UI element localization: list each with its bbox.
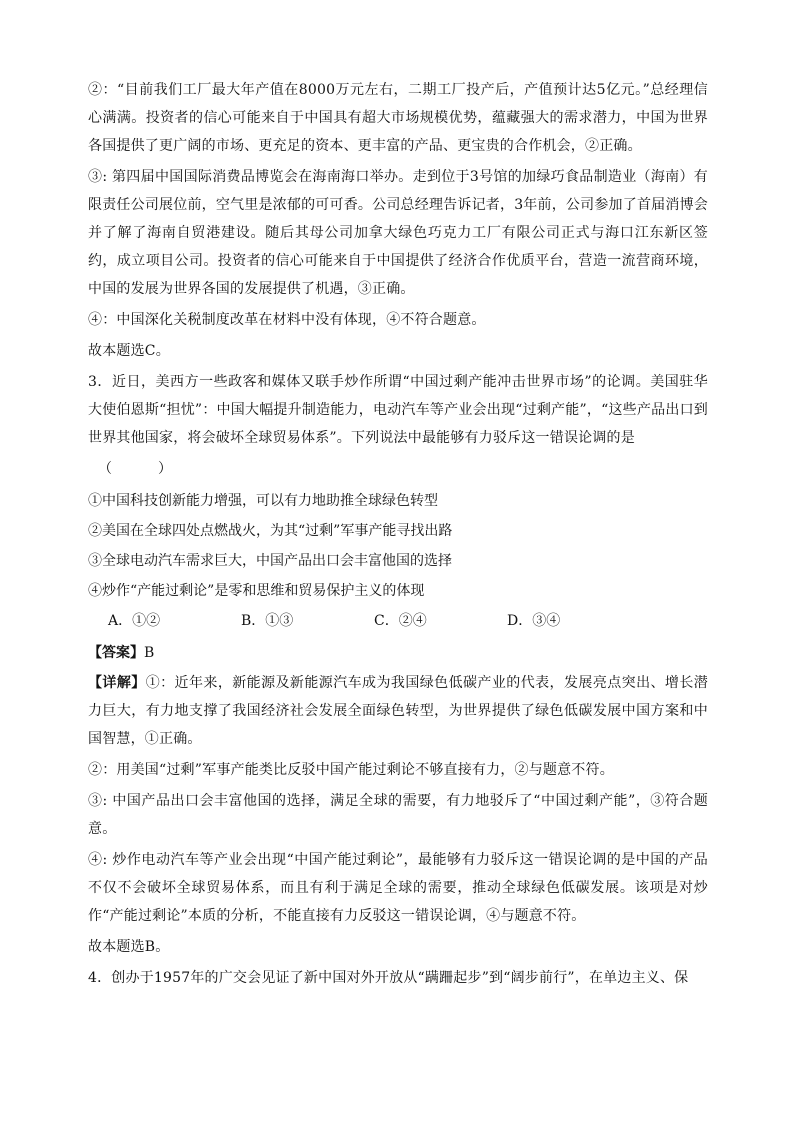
statement-4: ④炒作“产能过剩论”是零和思维和贸易保护主义的体现 xyxy=(88,583,425,599)
analysis-option-4: ④：中国深化关税制度改革在材料中没有体现，④不符合题意。 xyxy=(88,312,486,328)
detail-2: ②：用美国“过剩”军事产能类比反驳中国产能过剩论不够直接有力，②与题意不符。 xyxy=(88,762,614,778)
detail-4: ④: 炒作电动汽车等产业会出现“中国产能过剩论”，最能够有力驳斥这一错误论调的是中国的产品不仅不会破坏全球贸易体系，而且有利于满足全球的需要，推动全球绿色低碳发展。该项是对炒作“产能过剩论”本质的分析，不能直接有力反驳这一错误论调，④与题意不符。 xyxy=(88,852,708,924)
analysis-option-3: ③: 第四届中国国际消费品博览会在海南海口举办。走到位于3号馆的加绿巧食品制造业（海南）有限责任公司展位前，空气里是浓郁的可可香。公司总经理告诉记者，3年前，公司参加了首届消博会并了解了海南自贸港建设。随后其母公司加拿大绿色巧克力工厂有限公司正式与海口江东新区签约，成立项目公司。投资者的信心可能来自于中国提供了经济合作优质平台，营造一流营商环境，中国的发展为世界各国的发展提供了机遇，③正确。 xyxy=(88,169,708,297)
answer-blank: （ ） xyxy=(98,461,173,477)
statement-2: ②美国在全球四处点燃战火，为其“过剩”军事产能寻找出路 xyxy=(88,523,453,539)
question-3-stem: 3．近日，美西方一些政客和媒体又联手炒作所谓“中国过剩产能冲击世界市场”的论调。美国驻华大使伯恩斯“担忧”：中国大幅提升制造能力，电动汽车等产业会出现“过剩产能”，“这些产品出口到世界其他国家，将会破坏全球贸易体系”。下列说法中最能够有力驳斥这一错误论调的是 xyxy=(88,374,708,446)
choice-row xyxy=(88,607,708,635)
conclusion-q3: 故本题选B。 xyxy=(88,939,170,955)
document-body xyxy=(88,76,708,995)
choice-a: A．①② xyxy=(108,613,161,629)
conclusion-q2: 故本题选C。 xyxy=(88,343,170,359)
answer-label: 【答案】 xyxy=(88,645,144,661)
answer-value: B xyxy=(144,645,155,661)
detail-1-text: ①：近年来，新能源及新能源汽车成为我国绿色低碳产业的代表，发展亮点突出、增长潜力巨大，有力地支撑了我国经济社会发展全面绿色转型，为世界提供了绿色低碳发展中国方案和中国智慧，①正确。 xyxy=(88,675,708,747)
statement-1: ①中国科技创新能力增强，可以有力地助推全球绿色转型 xyxy=(88,493,438,509)
answer-line xyxy=(88,639,708,667)
choice-c: C．②④ xyxy=(374,613,427,629)
detail-3: ③: 中国产品出口会丰富他国的选择，满足全球的需要，有力地驳斥了“中国过剩产能”，③符合题意。 xyxy=(88,793,708,837)
choice-b: B．①③ xyxy=(241,613,294,629)
analysis-option-2: ②：“目前我们工厂最大年产值在8000万元左右，二期工厂投产后，产值预计达5亿元。”总经理信心满满。投资者的信心可能来自于中国具有超大市场规模优势，蕴藏强大的需求潜力，中国为世界各国提供了更广阔的市场、更充足的资本、更丰富的产品、更宝贵的合作机会，②正确。 xyxy=(88,82,708,154)
choice-d: D．③④ xyxy=(507,613,561,629)
detail-label: 【详解】 xyxy=(88,675,146,691)
statement-3: ③全球电动汽车需求巨大，中国产品出口会丰富他国的选择 xyxy=(88,553,452,569)
detail-1 xyxy=(88,669,708,753)
question-4-stem: 4．创办于1957年的广交会见证了新中国对外开放从“蹒跚起步”到“阔步前行”，在单边主义、保 xyxy=(88,970,689,986)
